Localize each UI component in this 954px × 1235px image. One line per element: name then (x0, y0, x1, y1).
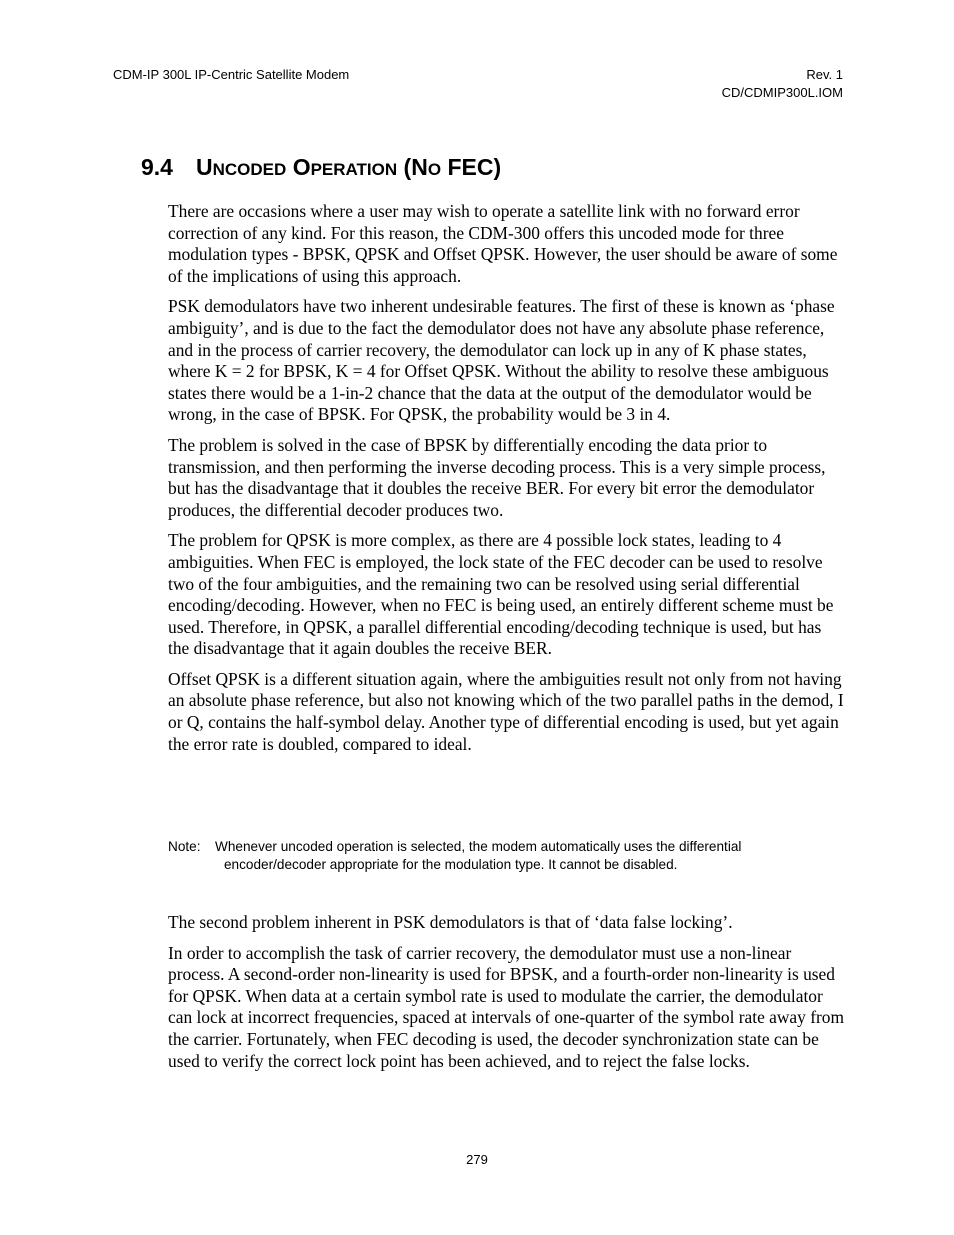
note-block (168, 838, 844, 874)
header-revision-block (722, 66, 843, 102)
header-document-title: CDM-IP 300L IP-Centric Satellite Modem (113, 67, 350, 82)
section-number: 9.4 (141, 154, 173, 180)
section-body-continued (168, 912, 844, 1081)
header-revision: Rev. 1 (806, 67, 843, 82)
note-text (168, 838, 844, 874)
paragraph: PSK demodulators have two inherent undesirable features. The first of these is known as ‘phase ambiguity’, and is due to the fact the demodulator does not have any absolute phase reference, and in the process of carrier recovery, the demodulator can lock up in any of K phase states, where K = 2 for BPSK, K = 4 for Offset QPSK. Without the ability to resolve these ambiguous states there would be a 1-in-2 chance that the data at the output of the demodulator would be wrong, in the case of BPSK. For QPSK, the probability would be 3 in 4. (168, 296, 835, 425)
note-line-2: encoder/decoder appropriate for the modulation type. It cannot be disabled. (224, 857, 678, 872)
page-number: 279 (466, 1152, 488, 1167)
note-line-1: Whenever uncoded operation is selected, the modem automatically uses the differential (215, 839, 742, 854)
paragraph: The problem is solved in the case of BPSK by differentially encoding the data prior to transmission, and then performing the inverse decoding process. This is a very simple process, but has the disadvantage that it doubles the receive BER. For every bit error the demodulator produces, the differential decoder produces two. (168, 434, 826, 520)
paragraph: The second problem inherent in PSK demodulators is that of ‘data false locking’. (168, 912, 733, 932)
paragraph: There are occasions where a user may wish to operate a satellite link with no forward error correction of any kind. For this reason, the CDM-300 offers this uncoded mode for three modulation types - BPSK, QPSK and Offset QPSK. However, the user should be aware of some of the implications of using this approach. (168, 201, 838, 286)
paragraph: In order to accomplish the task of carrier recovery, the demodulator must use a non-linear process. A second-order non-linearity is used for BPSK, and a fourth-order non-linearity is used for QPSK. When data at a certain symbol rate is used to modulate the carrier, the demodulator can lock at incorrect frequencies, spaced at intervals of one-quarter of the symbol rate away from the carrier. Fortunately, when FEC decoding is used, the decoder synchronization state can be used to verify the correct lock point has been achieved, and to reject the false locks. (168, 942, 845, 1071)
section-title: UNCODED OPERATION (NO FEC) (196, 154, 502, 180)
section-heading (141, 152, 501, 185)
header-document-code: CD/CDMIP300L.IOM (721, 85, 843, 100)
note-label: Note: (168, 839, 201, 854)
paragraph: The problem for QPSK is more complex, as there are 4 possible lock states, leading to 4 ambiguities. When FEC is employed, the lock state of the FEC decoder can be used to resolve two of the four ambiguities, and the remaining two can be resolved using serial differential encoding/decoding. However, when no FEC is being used, an entirely different scheme must be used. Therefore, in QPSK, a parallel differential encoding/decoding technique is used, but has the disadvantage that it again doubles the receive BER. (168, 530, 834, 659)
paragraph: Offset QPSK is a different situation again, where the ambiguities result not only from not having an absolute phase reference, but also not knowing which of the two parallel paths in the demod, I or Q, contains the half-symbol delay. Another type of differential encoding is used, but yet again the error rate is doubled, compared to ideal. (168, 668, 844, 754)
section-body (168, 201, 844, 764)
page-footer (0, 1151, 954, 1169)
